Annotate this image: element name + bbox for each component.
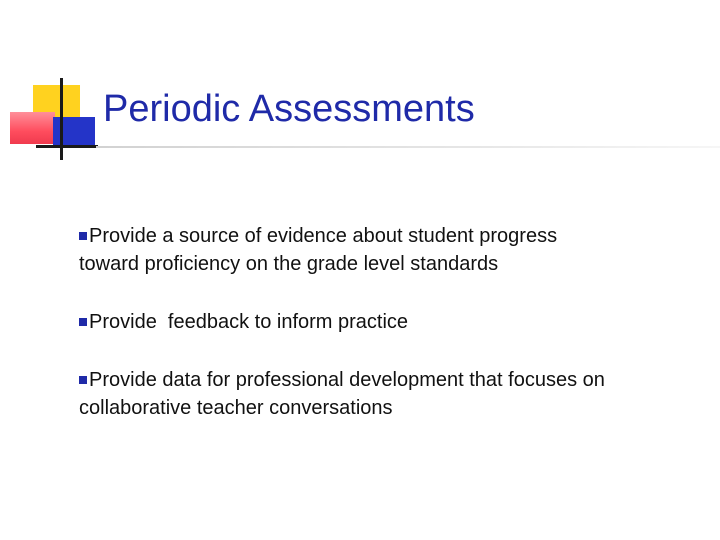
bullet-text: Provide data for professional development that focuses on collaborative teacher conversations [79, 369, 605, 419]
slide-title: Periodic Assessments [103, 88, 475, 130]
title-underline [96, 146, 720, 148]
bullet-item [79, 366, 619, 422]
bullet-list [79, 222, 619, 422]
square-bullet-icon [79, 376, 87, 384]
bullet-item [79, 308, 619, 336]
logo-horizontal-line [36, 145, 98, 148]
bullet-text: Provide feedback to inform practice [89, 311, 409, 333]
logo-red-square [10, 112, 55, 144]
bullet-text: Provide a source of evidence about student progress toward proficiency on the grade level standards [79, 225, 558, 275]
square-bullet-icon [79, 318, 87, 326]
bullet-item [79, 222, 619, 278]
square-bullet-icon [79, 232, 87, 240]
decorative-logo [0, 0, 110, 170]
